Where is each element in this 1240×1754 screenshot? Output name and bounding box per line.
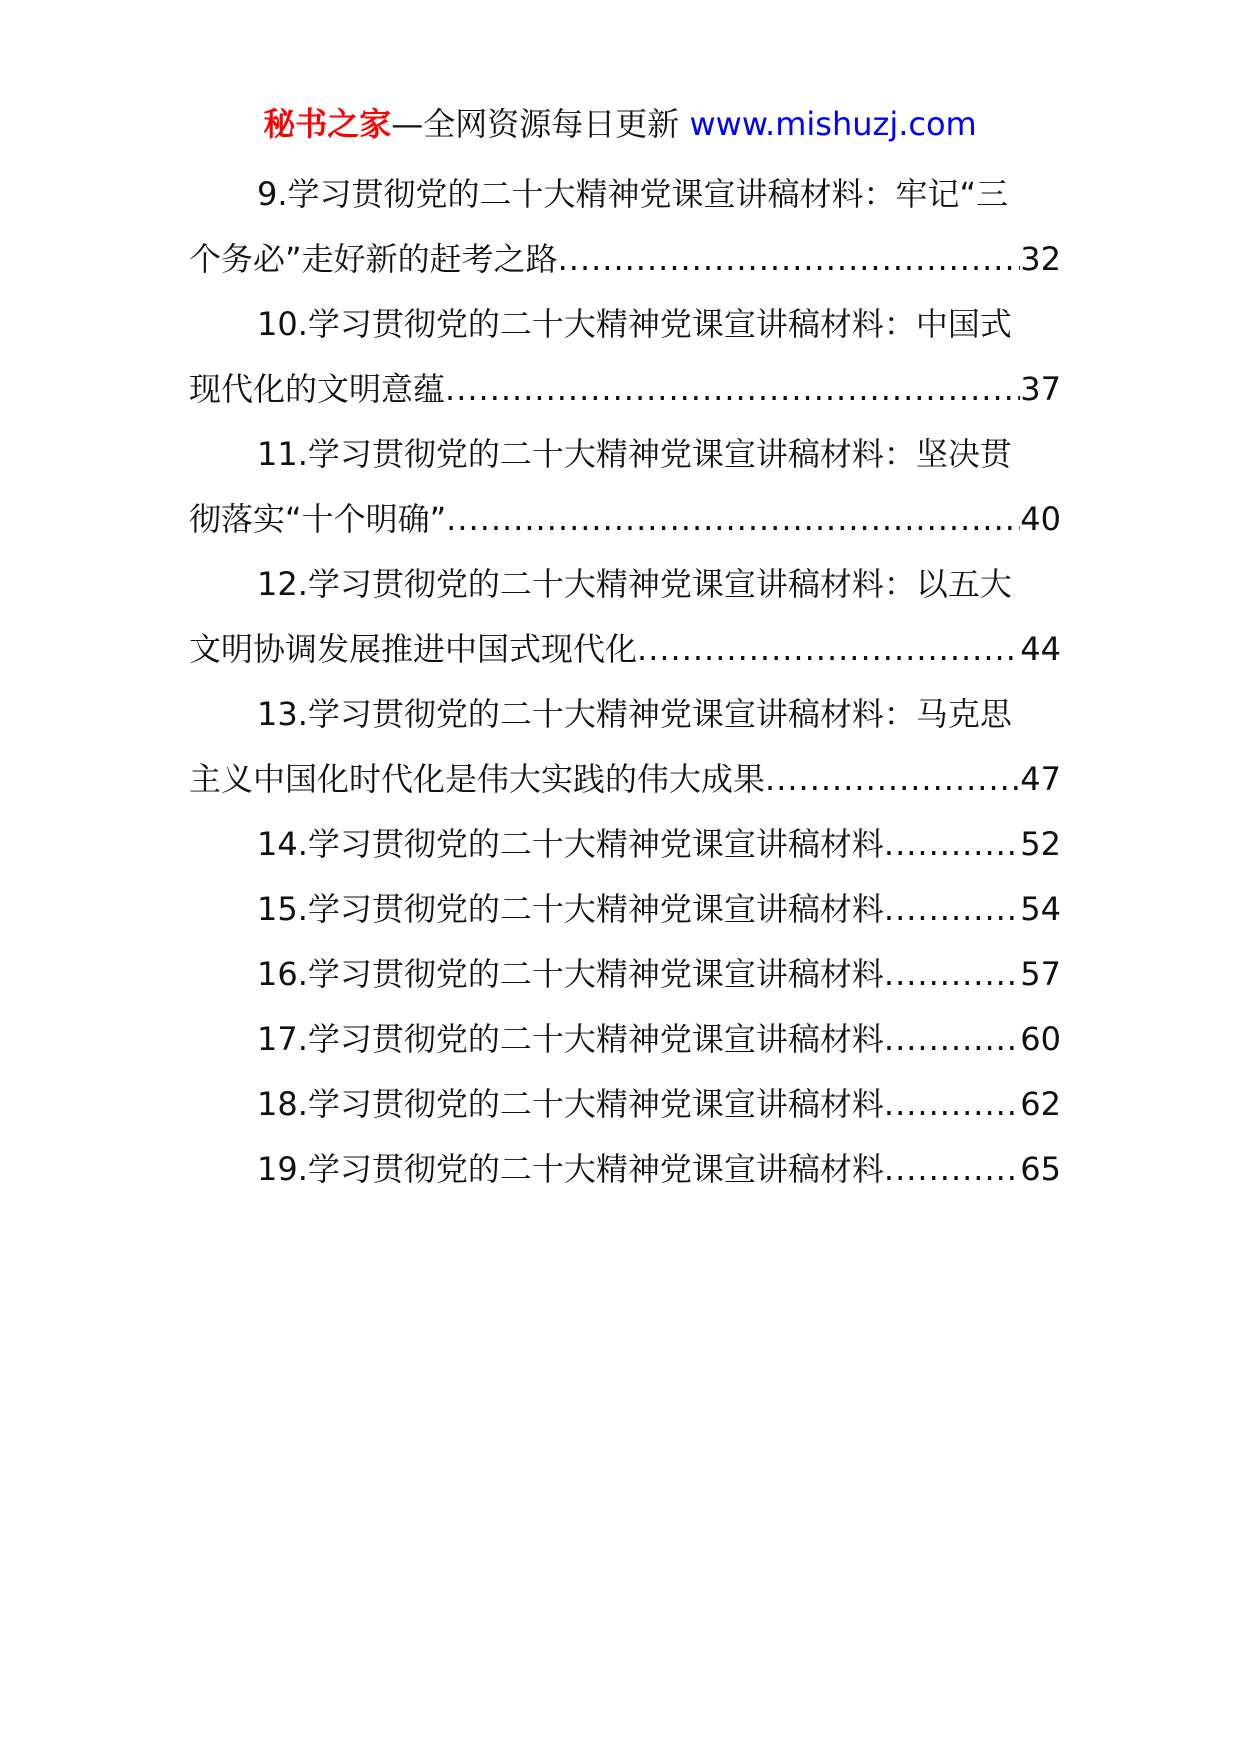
toc-entry-14[interactable] [189, 812, 1061, 877]
toc-page-number: 37 [1020, 370, 1061, 408]
brand-name: 秘书之家 [263, 105, 392, 143]
toc-entry-15[interactable] [189, 877, 1061, 942]
toc-page-number: 54 [1020, 890, 1061, 928]
toc-dot-leader [884, 1137, 1020, 1202]
table-of-contents [189, 162, 1061, 1202]
page-header [0, 100, 1240, 148]
toc-page-number: 40 [1020, 500, 1061, 538]
toc-page-number: 52 [1020, 825, 1061, 863]
toc-dot-leader [884, 877, 1020, 942]
toc-entry-16[interactable] [189, 942, 1061, 1007]
toc-entry-11-continuation[interactable] [189, 487, 1061, 552]
site-url-link[interactable]: www.mishuzj.com [689, 105, 977, 143]
toc-entry-title: 13.学习贯彻党的二十大精神党课宣讲稿材料：马克思 [257, 695, 1012, 733]
toc-entry-19[interactable] [189, 1137, 1061, 1202]
toc-dot-leader [558, 227, 1021, 292]
toc-entry-title-continued: 彻落实“十个明确” [189, 500, 447, 538]
toc-entry-12-title-line[interactable] [189, 552, 1061, 617]
toc-entry-9-title-line[interactable] [189, 162, 1061, 227]
toc-entry-10-continuation[interactable] [189, 357, 1061, 422]
toc-dot-leader [884, 1007, 1020, 1072]
toc-entry-title: 15.学习贯彻党的二十大精神党课宣讲稿材料 [257, 890, 884, 928]
toc-entry-title-continued: 个务必”走好新的赶考之路 [189, 240, 558, 278]
toc-page-number: 47 [1020, 760, 1061, 798]
toc-entry-13-continuation[interactable] [189, 747, 1061, 812]
toc-dot-leader [884, 1072, 1020, 1137]
toc-entry-title: 12.学习贯彻党的二十大精神党课宣讲稿材料：以五大 [257, 565, 1012, 603]
toc-entry-title-continued: 现代化的文明意蕴 [189, 370, 446, 408]
toc-page-number: 60 [1020, 1020, 1061, 1058]
toc-dot-leader [637, 617, 1020, 682]
toc-entry-title: 14.学习贯彻党的二十大精神党课宣讲稿材料 [257, 825, 884, 863]
toc-entry-title: 17.学习贯彻党的二十大精神党课宣讲稿材料 [257, 1020, 884, 1058]
toc-dot-leader [884, 942, 1020, 1007]
toc-entry-title: 9.学习贯彻党的二十大精神党课宣讲稿材料：牢记“三 [257, 175, 1009, 213]
toc-page-number: 57 [1020, 955, 1061, 993]
toc-entry-title: 19.学习贯彻党的二十大精神党课宣讲稿材料 [257, 1150, 884, 1188]
toc-entry-10-title-line[interactable] [189, 292, 1061, 357]
toc-dot-leader [884, 812, 1020, 877]
toc-entry-13-title-line[interactable] [189, 682, 1061, 747]
toc-dot-leader [446, 487, 1020, 552]
toc-entry-11-title-line[interactable] [189, 422, 1061, 487]
toc-entry-title-continued: 主义中国化时代化是伟大实践的伟大成果 [189, 760, 766, 798]
toc-entry-18[interactable] [189, 1072, 1061, 1137]
toc-dot-leader [445, 357, 1020, 422]
toc-entry-9-continuation[interactable] [189, 227, 1061, 292]
toc-page-number: 65 [1020, 1150, 1061, 1188]
toc-page-number: 44 [1020, 630, 1061, 668]
toc-entry-title: 11.学习贯彻党的二十大精神党课宣讲稿材料：坚决贯 [257, 435, 1012, 473]
toc-entry-title: 18.学习贯彻党的二十大精神党课宣讲稿材料 [257, 1085, 884, 1123]
toc-dot-leader [765, 747, 1020, 812]
toc-page-number: 32 [1020, 240, 1061, 278]
header-slogan: —全网资源每日更新 [391, 105, 690, 143]
toc-entry-17[interactable] [189, 1007, 1061, 1072]
toc-entry-12-continuation[interactable] [189, 617, 1061, 682]
toc-page-number: 62 [1020, 1085, 1061, 1123]
toc-entry-title: 16.学习贯彻党的二十大精神党课宣讲稿材料 [257, 955, 884, 993]
toc-entry-title: 10.学习贯彻党的二十大精神党课宣讲稿材料：中国式 [257, 305, 1012, 343]
toc-entry-title-continued: 文明协调发展推进中国式现代化 [189, 630, 638, 668]
